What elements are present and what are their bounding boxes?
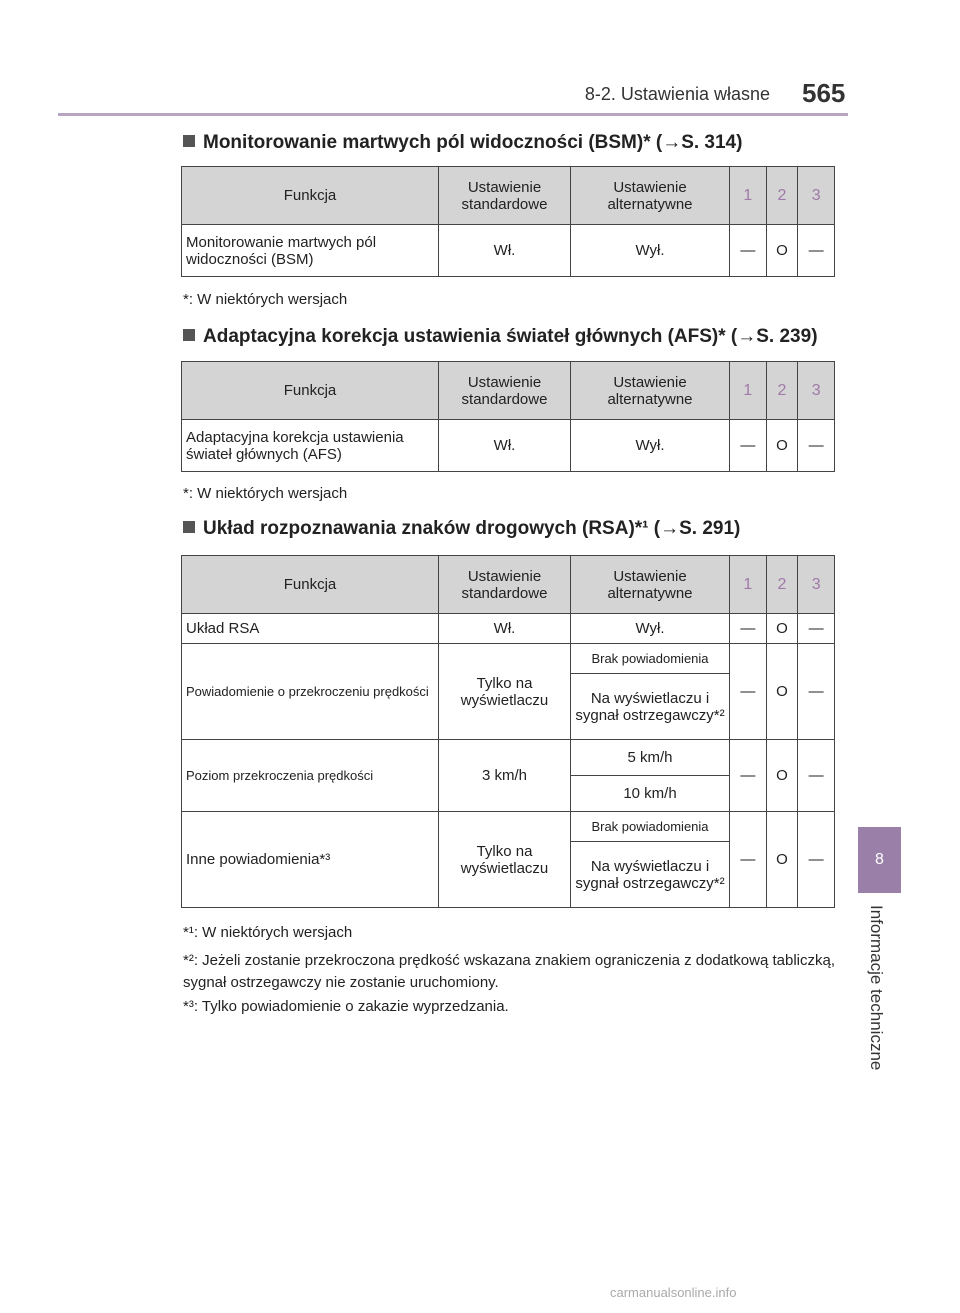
cell-std: Wł. (439, 225, 571, 277)
note-bsm: *: W niektórych wersjach (183, 291, 348, 308)
cell-mark: O (766, 225, 798, 277)
section-title-rsa: Układ rozpoznawania znaków drogowych (RSA)*¹ (→S. 291) (183, 518, 740, 540)
footnote-1: *¹: W niektórych wersjach (183, 924, 353, 941)
cell-std: Wł. (439, 420, 571, 472)
cell-alt: Na wyświetlaczu i sygnał ostrzegawczy*² (571, 842, 730, 908)
col-3: 3 (798, 556, 835, 614)
cell-func: Monitorowanie martwych pól widoczności (BSM) (182, 225, 439, 277)
col-1: 1 (730, 362, 767, 420)
cell-mark: — (730, 740, 767, 812)
col-std: Ustawienie standardowe (439, 556, 571, 614)
col-3: 3 (798, 167, 835, 225)
cell-mark: O (766, 812, 798, 908)
col-2: 2 (766, 556, 798, 614)
bullet-square-icon (183, 329, 195, 341)
col-alt: Ustawienie alternatywne (571, 167, 730, 225)
cell-mark: — (798, 420, 835, 472)
col-func: Funkcja (182, 362, 439, 420)
section-title-bsm: Monitorowanie martwych pól widoczności (BSM)* (→S. 314) (183, 132, 742, 154)
cell-mark: — (798, 614, 835, 644)
cell-alt: Brak powiadomienia (571, 644, 730, 674)
cell-func: Układ RSA (182, 614, 439, 644)
cell-alt: Wył. (571, 225, 730, 277)
cell-mark: — (798, 740, 835, 812)
cell-mark: — (798, 644, 835, 740)
cell-mark: O (766, 614, 798, 644)
cell-mark: — (730, 812, 767, 908)
cell-func: Powiadomienie o przekroczeniu prędkości (182, 644, 439, 740)
cell-std: 3 km/h (439, 740, 571, 812)
header-divider (58, 113, 848, 116)
cell-std: Tylko na wyświetlaczu (439, 812, 571, 908)
section-title-afs: Adaptacyjna korekcja ustawienia świateł głównych (AFS)* (→S. 239) (183, 326, 818, 348)
cell-mark: — (730, 644, 767, 740)
col-2: 2 (766, 362, 798, 420)
cell-std: Tylko na wyświetlaczu (439, 644, 571, 740)
cell-alt: Brak powiadomienia (571, 812, 730, 842)
col-1: 1 (730, 167, 767, 225)
cell-alt: Wył. (571, 420, 730, 472)
watermark: carmanualsonline.info (610, 1285, 737, 1300)
cell-alt: 5 km/h (571, 740, 730, 776)
footnote-3: *³: Tylko powiadomienie o zakazie wyprzedzania. (183, 998, 509, 1015)
cell-mark: — (798, 225, 835, 277)
header-section: 8-2. Ustawienia własne (584, 84, 770, 104)
page-header (0, 0, 960, 120)
cell-mark: — (730, 420, 767, 472)
page-number: 565 (802, 78, 846, 108)
cell-mark: — (730, 614, 767, 644)
cell-func: Adaptacyjna korekcja ustawienia świateł głównych (AFS) (182, 420, 439, 472)
cell-mark: O (766, 740, 798, 812)
chapter-label: Informacje techniczne (867, 905, 886, 1071)
bullet-square-icon (183, 135, 195, 147)
col-1: 1 (730, 556, 767, 614)
cell-alt: 10 km/h (571, 776, 730, 812)
cell-func: Inne powiadomienia*³ (182, 812, 439, 908)
col-3: 3 (798, 362, 835, 420)
col-alt: Ustawienie alternatywne (571, 556, 730, 614)
table-afs (181, 361, 835, 472)
cell-std: Wł. (439, 614, 571, 644)
cell-mark: O (766, 644, 798, 740)
col-std: Ustawienie standardowe (439, 362, 571, 420)
footnote-2: *²: Jeżeli zostanie przekroczona prędkość wskazana znakiem ograniczenia z dodatkową tabliczką, sygnał ostrzegawczy nie zostanie uruchomiony. (183, 952, 835, 991)
note-afs: *: W niektórych wersjach (183, 485, 348, 502)
cell-func: Poziom przekroczenia prędkości (182, 740, 439, 812)
cell-alt: Na wyświetlaczu i sygnał ostrzegawczy*² (571, 674, 730, 740)
cell-mark: O (766, 420, 798, 472)
chapter-tab[interactable]: 8 (858, 827, 901, 893)
col-alt: Ustawienie alternatywne (571, 362, 730, 420)
bullet-square-icon (183, 521, 195, 533)
col-func: Funkcja (182, 556, 439, 614)
col-func: Funkcja (182, 167, 439, 225)
table-rsa (181, 555, 835, 908)
cell-alt: Wył. (571, 614, 730, 644)
table-bsm (181, 166, 835, 277)
col-std: Ustawienie standardowe (439, 167, 571, 225)
cell-mark: — (730, 225, 767, 277)
cell-mark: — (798, 812, 835, 908)
col-2: 2 (766, 167, 798, 225)
